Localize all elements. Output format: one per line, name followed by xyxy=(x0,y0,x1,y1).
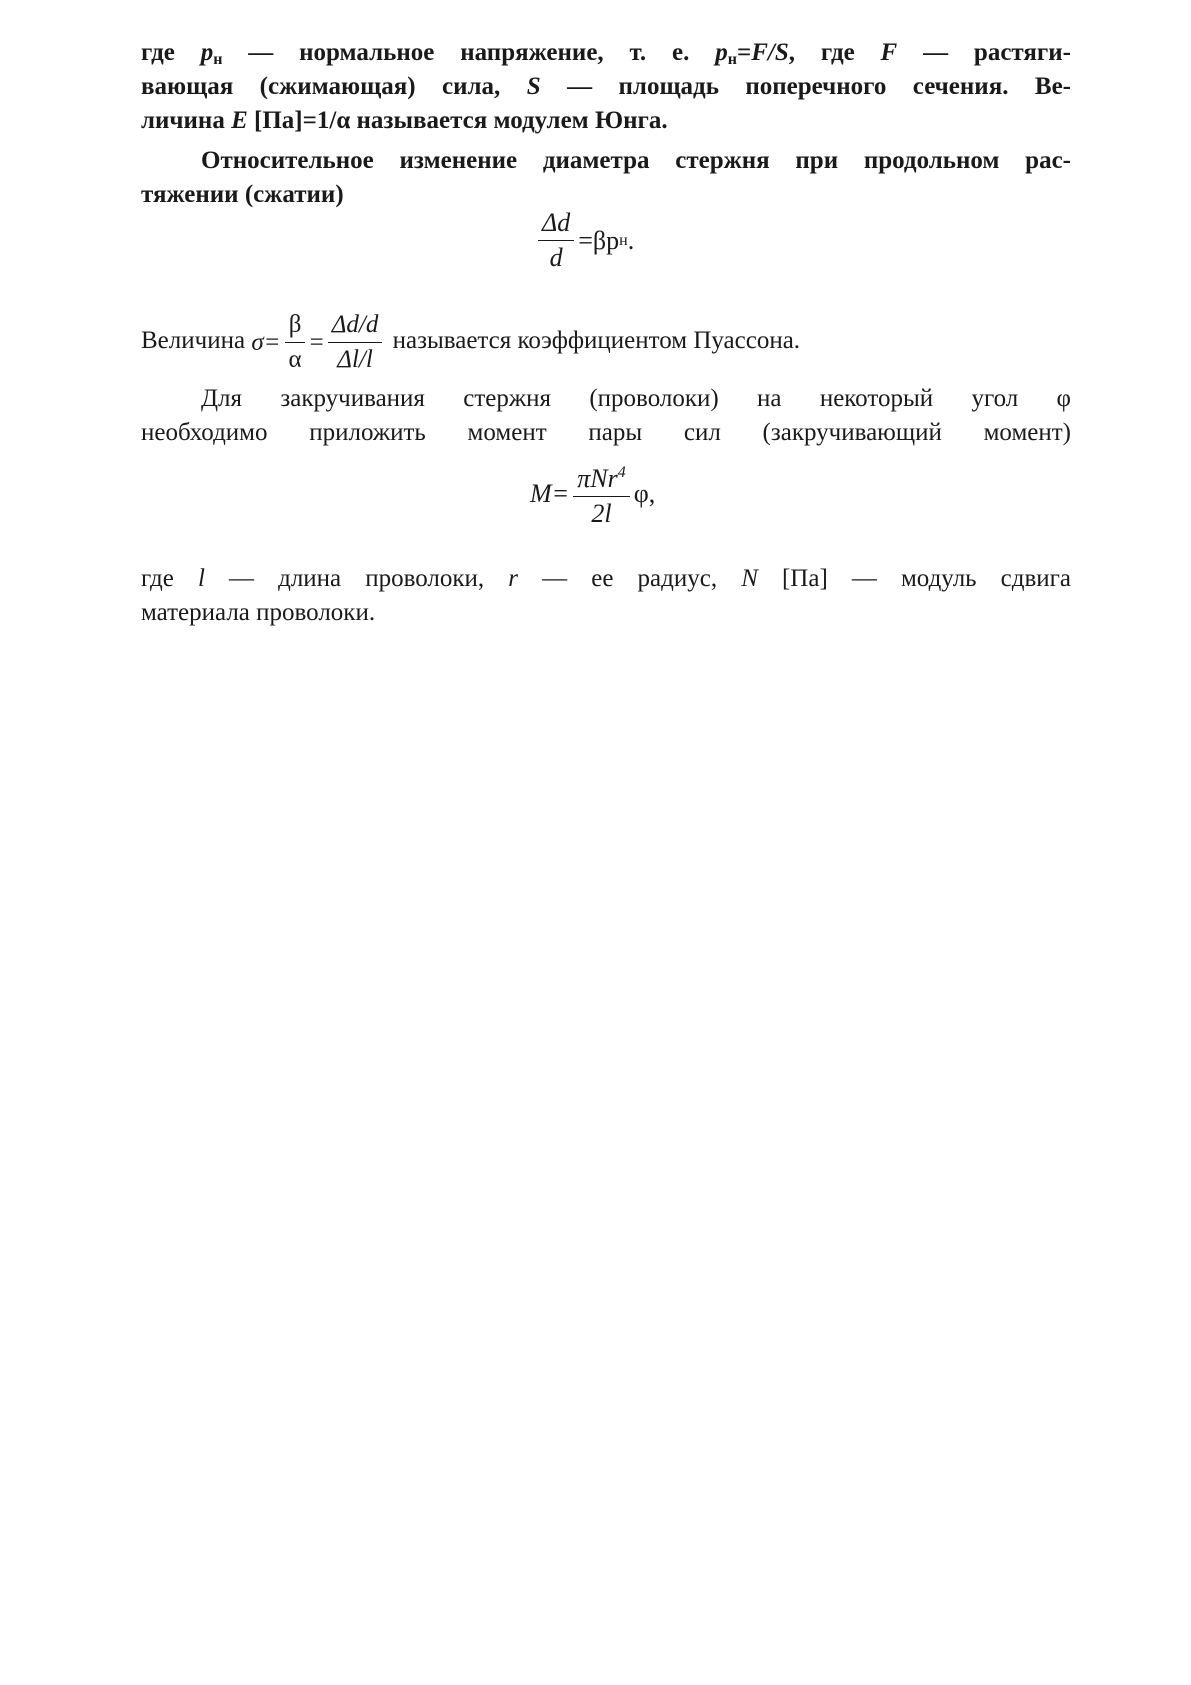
text-span: вающая (сжимающая) сила, xyxy=(141,73,527,100)
symbol-p: p xyxy=(200,39,214,66)
formula-diameter-change xyxy=(534,208,634,273)
fraction-numerator: Δd/d xyxy=(328,310,383,343)
fraction-denominator: 2l xyxy=(591,499,612,528)
formula-end: . xyxy=(627,225,635,255)
text-span: — площадь поперечного сечения. Ве- xyxy=(540,73,1072,100)
symbol-e: E xyxy=(231,107,248,134)
formula-lhs: M= xyxy=(530,478,570,508)
symbol-s: S xyxy=(526,73,541,100)
fraction-numerator xyxy=(573,458,630,497)
symbol-l: l xyxy=(197,565,205,592)
paragraph4-line1: Для закручивания стержня (проволоки) на некоторый угол φ xyxy=(201,385,1071,412)
fraction-denominator: α xyxy=(288,346,302,373)
fraction-denominator: d xyxy=(549,243,563,272)
formula-twisting-moment xyxy=(530,458,655,529)
text-span: = xyxy=(736,39,752,66)
symbol-p: p xyxy=(715,39,728,66)
text-span: — растяги- xyxy=(897,39,1071,66)
symbol-fs: F/S xyxy=(751,39,789,66)
text-span: где xyxy=(141,565,198,592)
text-span: , где xyxy=(788,39,881,66)
fraction-numerator: Δd xyxy=(538,208,574,241)
paragraph4-line2: необходимо приложить момент пары сил (закручивающий момент) xyxy=(141,419,1071,446)
numerator-text: πNr xyxy=(577,464,618,493)
subscript-n: н xyxy=(727,51,737,68)
subscript-n: н xyxy=(213,51,223,68)
fraction-numerator: β xyxy=(285,310,306,343)
text-span: где xyxy=(141,39,201,66)
symbol-n: N xyxy=(741,565,758,592)
poisson-formula xyxy=(251,310,386,375)
symbol-r: r xyxy=(508,565,519,592)
paragraph1-line3 xyxy=(141,104,1071,138)
text-span: личина xyxy=(141,107,232,134)
superscript: 4 xyxy=(617,464,626,481)
text-span: — длина проволоки, xyxy=(204,565,509,592)
equals-sign: = xyxy=(309,328,324,356)
text-span: называется коэффициентом Пуассона. xyxy=(386,327,801,355)
symbol-f: F xyxy=(880,39,898,66)
formula-rhs: φ, xyxy=(633,478,656,508)
paragraph2-line2: тяжении (сжатии) xyxy=(141,181,344,208)
subscript-n: н xyxy=(619,231,628,249)
paragraph1-line2 xyxy=(141,70,1071,104)
fraction-denominator: Δl/l xyxy=(337,346,373,373)
text-span: — ее радиус, xyxy=(518,565,742,592)
fraction xyxy=(573,458,630,529)
paragraph5-line2: материала проволоки. xyxy=(141,599,376,626)
text-span: Величина xyxy=(141,327,252,355)
formula-rhs: =βp xyxy=(578,225,620,255)
symbol-sigma: σ= xyxy=(251,328,281,356)
paragraph5-line1 xyxy=(141,562,1071,596)
text-span: [Па]=1/α называется модулем Юнга. xyxy=(247,107,668,134)
fraction xyxy=(538,208,574,273)
paragraph3 xyxy=(141,310,1071,375)
text-span: — нормальное напряжение, т. е. xyxy=(222,39,716,66)
paragraph2-line1: Относительное изменение диаметра стержня при продольном рас- xyxy=(201,147,1071,174)
fraction xyxy=(328,310,383,375)
text-span: [Па] — модуль сдвига xyxy=(757,565,1072,592)
fraction xyxy=(285,310,306,375)
